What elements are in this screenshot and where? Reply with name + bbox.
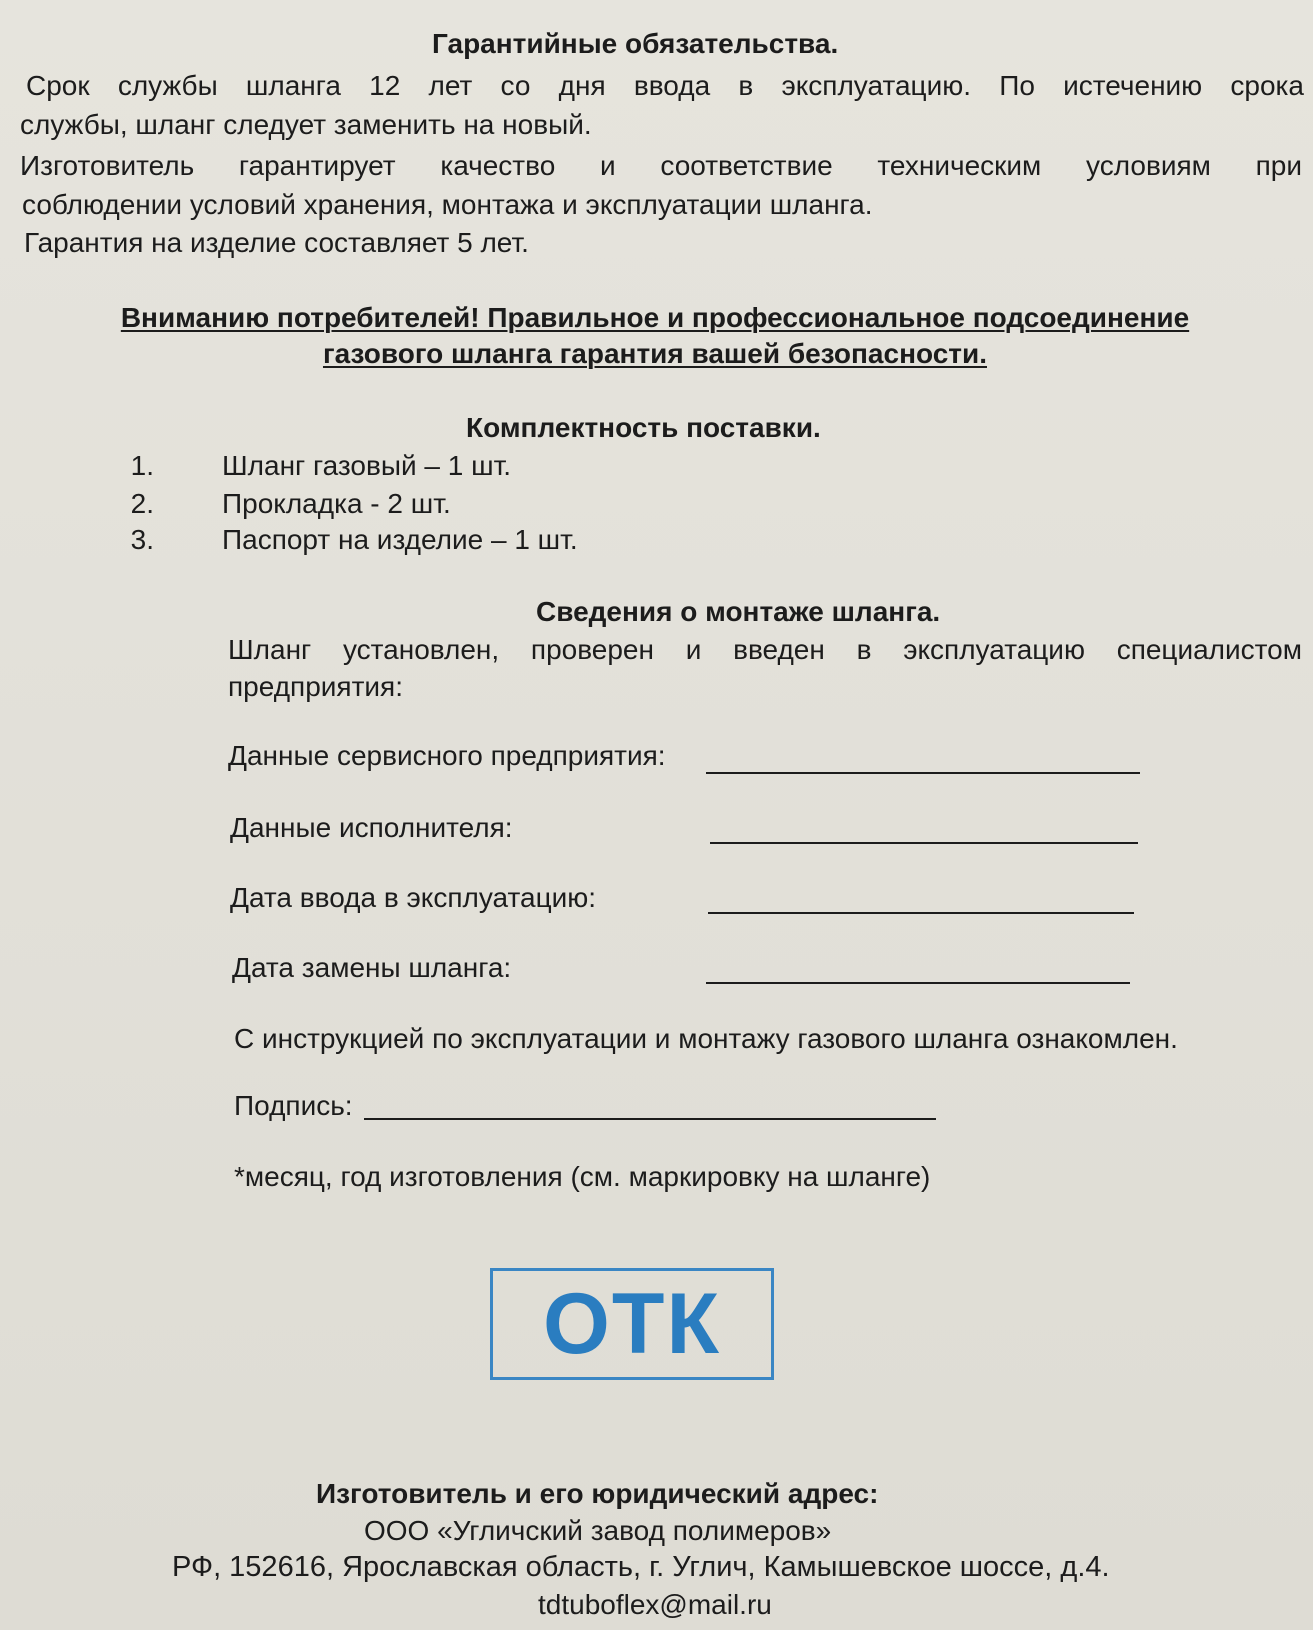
commission-date-label: Дата ввода в эксплуатацию: xyxy=(230,882,597,913)
installation-intro-line1: Шланг установлен, проверен и введен в эксплуатацию специалистом xyxy=(228,634,1302,665)
attention-line1: Вниманию потребителей! Правильное и профессиональное подсоединение xyxy=(120,302,1190,333)
warranty-p2-line2: соблюдении условий хранения, монтажа и эксплуатации шланга. xyxy=(22,189,873,220)
manufacture-date-note: *месяц, год изготовления (см. маркировку на шланге) xyxy=(234,1161,931,1192)
service-company-line xyxy=(706,772,1140,774)
warranty-p2-line1: Изготовитель гарантирует качество и соответствие техническим условиям при xyxy=(20,150,1302,181)
warranty-p1-line2: службы, шланг следует заменить на новый. xyxy=(20,109,592,140)
otk-stamp-text: ОТК xyxy=(543,1275,721,1372)
list-item-text: Шланг газовый – 1 шт. xyxy=(222,450,512,481)
acknowledgement-text: С инструкцией по эксплуатации и монтажу газового шланга ознакомлен. xyxy=(234,1023,1178,1054)
signature-line xyxy=(364,1118,936,1120)
installation-title: Сведения о монтаже шланга. xyxy=(536,596,941,627)
warranty-period: Гарантия на изделие составляет 5 лет. xyxy=(24,227,529,258)
warranty-p1-line1: Срок службы шланга 12 лет со дня ввода в эксплуатацию. По истечению срока xyxy=(26,70,1304,101)
service-company-label: Данные сервисного предприятия: xyxy=(228,740,666,771)
delivery-title: Комплектность поставки. xyxy=(466,412,821,443)
list-item-number: 2. xyxy=(130,488,154,519)
list-item-number: 1. xyxy=(130,450,154,481)
list-item-number: 3. xyxy=(130,524,154,555)
attention-line2: газового шланга гарантия вашей безопасности. xyxy=(322,338,987,369)
executor-line xyxy=(710,842,1138,844)
otk-stamp xyxy=(490,1268,774,1380)
manufacturer-email: tdtuboflex@mail.ru xyxy=(538,1589,772,1620)
executor-label: Данные исполнителя: xyxy=(230,812,513,843)
list-item-text: Прокладка - 2 шт. xyxy=(222,488,451,519)
manufacturer-title: Изготовитель и его юридический адрес: xyxy=(316,1478,879,1509)
replacement-date-label: Дата замены шланга: xyxy=(232,952,512,983)
commission-date-line xyxy=(708,912,1134,914)
installation-intro-line2: предприятия: xyxy=(228,671,403,702)
manufacturer-address: РФ, 152616, Ярославская область, г. Углич, Камышевское шоссе, д.4. xyxy=(172,1551,1110,1583)
signature-label: Подпись: xyxy=(234,1090,353,1121)
manufacturer-name: ООО «Угличский завод полимеров» xyxy=(364,1515,832,1546)
warranty-title: Гарантийные обязательства. xyxy=(432,28,839,59)
list-item-text: Паспорт на изделие – 1 шт. xyxy=(222,524,578,555)
replacement-date-line xyxy=(706,982,1130,984)
